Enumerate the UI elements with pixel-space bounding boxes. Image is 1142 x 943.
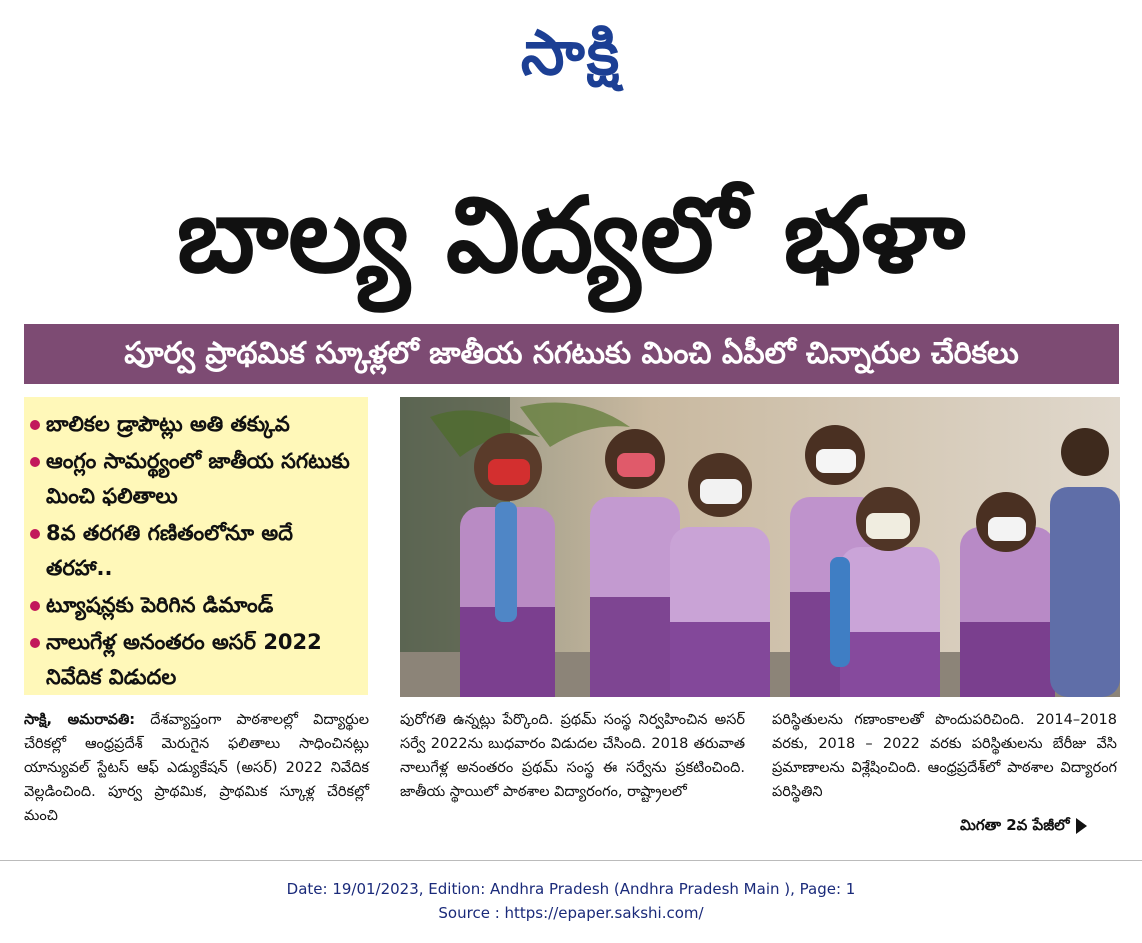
article-column-1 — [24, 708, 369, 828]
body-text: దేశవ్యాప్తంగా పాఠశాలల్లో విద్యార్థుల చేరికల్లో ఆంధ్రప్రదేశ్ మెరుగైన ఫలితాలు సాధించినట్లు యాన్యువల్ స్టేటస్ ఆఫ్ ఎడ్యుకేషన్ (అసర్) 2022 నివేదిక వెల్లడించింది. పూర్వ ప్రాథమిక, ప్రాథమిక స్కూళ్ల చేరికల్లో మంచి — [24, 712, 369, 824]
headline: బాల్య విద్యలో భళా — [176, 174, 966, 296]
highlights-box — [24, 397, 368, 695]
bullet-icon — [30, 638, 40, 648]
body-text: పురోగతి ఉన్నట్లు పేర్కొంది. ప్రథమ్ సంస్థ నిర్వహించిన అసర్ సర్వే 2022ను బుధవారం విడుదల చేసింది. 2018 తరువాత నాలుగేళ్ల అనంతరం ప్రథమ్ సంస్థ ఈ సర్వేను ప్రకటించింది. జాతీయ స్థాయిలో పాఠశాల విద్యారంగం, రాష్ట్రాలలో — [400, 712, 745, 800]
continued-on-page-link[interactable]: మిగతా 2వ పేజీలో — [960, 816, 1087, 838]
footer-date-line: Date: 19/01/2023, Edition: Andhra Pradesh (Andhra Pradesh Main ), Page: 1 — [286, 880, 856, 898]
masthead-logo: సాక్షి — [520, 16, 622, 89]
article-column-2 — [400, 708, 745, 804]
bullet-icon — [30, 457, 40, 467]
dateline: సాక్షి, అమరావతి: — [24, 712, 136, 728]
article-photo — [400, 397, 1120, 697]
bullet-icon — [30, 420, 40, 430]
subheadline-bar — [24, 324, 1119, 384]
schoolgirls-photo-illustration — [400, 397, 1120, 697]
arrow-right-icon — [1076, 818, 1087, 834]
bullet-icon — [30, 601, 40, 611]
highlight-item: 8వ తరగతి గణితంలోనూ అదే తరహా.. — [46, 516, 358, 586]
divider — [0, 860, 1142, 861]
highlights-list — [46, 407, 358, 695]
footer-source-line[interactable]: Source : https://epaper.sakshi.com/ — [438, 904, 704, 922]
body-text: పరిస్థితులను గణాంకాలతో పొందుపరిచింది. 2014–2018 వరకు, 2018 – 2022 వరకు పరిస్థితులను బేరీజు వేసి ప్రమాణాలను విశ్లేషించింది. ఆంధ్రప్రదేశ్‌లో పాఠశాల విద్యారంగ పరిస్థితిని — [772, 712, 1117, 800]
highlight-item: నాలుగేళ్ల అనంతరం అసర్ 2022 నివేదిక విడుదల — [46, 625, 358, 695]
highlight-item: ట్యూషన్లకు పెరిగిన డిమాండ్ — [46, 588, 358, 623]
subheadline: పూర్వ ప్రాథమిక స్కూళ్లలో జాతీయ సగటుకు మించి ఏపీలో చిన్నారుల చేరికలు — [124, 336, 1019, 371]
bullet-icon — [30, 529, 40, 539]
highlight-item: ఆంగ్లం సామర్థ్యంలో జాతీయ సగటుకు మించి ఫలితాలు — [46, 444, 358, 514]
highlight-item: బాలికల డ్రాపౌట్లు అతి తక్కువ — [46, 407, 358, 442]
article-column-3 — [772, 708, 1117, 804]
